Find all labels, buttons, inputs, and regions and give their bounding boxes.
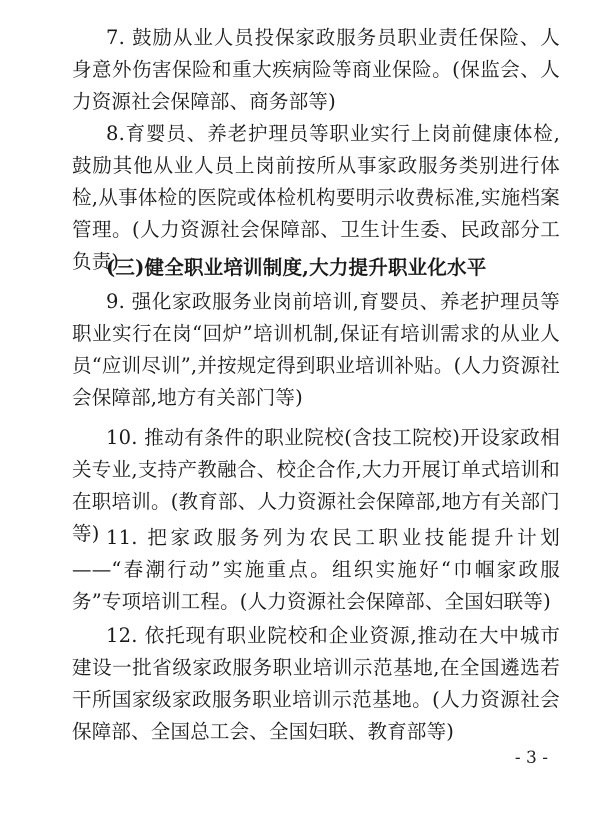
paragraph-10: 10. 推动有条件的职业院校(含技工院校)开设家政相关专业,支持产教融合、校企合作,大力开展订单式培训和在职培训。(教育部、人力资源社会保障部,地方有关部门等) xyxy=(72,426,560,545)
paragraph-12: 12. 依托现有职业院校和企业资源,推动在大中城市建设一批省级家政服务职业培训示范基地,在全国遴选若干所国家级家政服务职业培训示范基地。(人力资源社会保障部、全国总工会、全国妇联、教育部等) xyxy=(72,624,560,743)
page-number: - 3 - xyxy=(514,748,548,768)
paragraph-11: 11. 把家政服务列为农民工职业技能提升计划——“春潮行动”实施重点。组织实施好“巾帼家政服务”专项培训工程。(人力资源社会保障部、全国妇联等) xyxy=(72,526,560,613)
paragraph-7: 7. 鼓励从业人员投保家政服务员职业责任保险、人身意外伤害保险和重大疾病险等商业保险。(保监会、人力资源社会保障部、商务部等) xyxy=(72,26,560,113)
section-heading-3: (三)健全职业培训制度,大力提升职业化水平 xyxy=(106,256,487,279)
paragraph-8: 8.育婴员、养老护理员等职业实行上岗前健康体检,鼓励其他从业人员上岗前按所从事家政服务类别进行体检,从事体检的医院或体检机构要明示收费标准,实施档案管理。(人力资源社会保障部、卫生计生委、民政部分工负责) xyxy=(72,122,560,273)
paragraph-9: 9. 强化家政服务业岗前培训,育婴员、养老护理员等职业实行在岗“回炉”培训机制,保证有培训需求的从业人员“应训尽训”,并按规定得到职业培训补贴。(人力资源社会保障部,地方有关部门等) xyxy=(72,290,560,409)
